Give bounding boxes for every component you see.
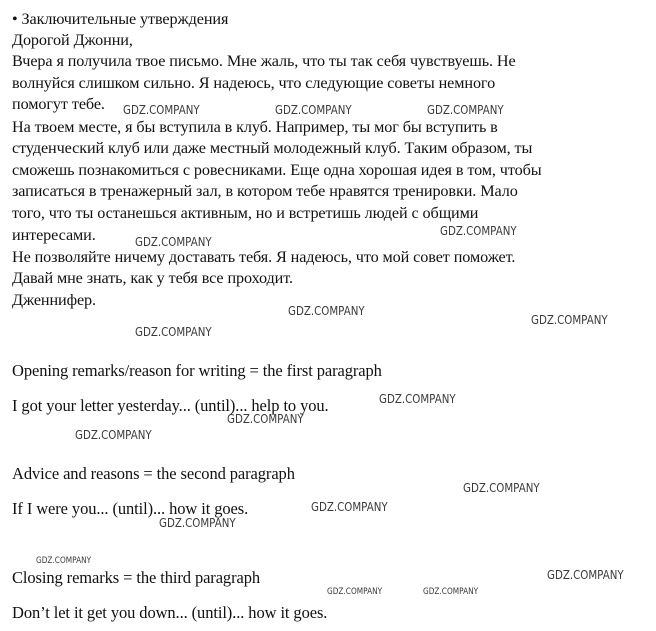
watermark: GDZ.COMPANY	[275, 102, 352, 117]
section-2-title: Advice and reasons = the second paragraph	[12, 464, 295, 483]
watermark: GDZ.COMPANY	[159, 515, 236, 530]
watermark: GDZ.COMPANY	[427, 102, 504, 117]
signature: Дженнифер.	[12, 291, 97, 309]
watermark: GDZ.COMPANY	[463, 480, 540, 495]
salutation: Дорогой Джонни,	[12, 31, 133, 49]
watermark: GDZ.COMPANY	[327, 587, 383, 597]
watermark: GDZ.COMPANY	[547, 567, 624, 582]
watermark: GDZ.COMPANY	[36, 556, 92, 566]
section-3-example: Don’t let it get you down... (until)... how it goes.	[12, 603, 328, 622]
text-line: волнуйся слишком сильно. Я надеюсь, что следующие советы немного	[12, 74, 496, 92]
watermark: GDZ.COMPANY	[135, 324, 212, 339]
text-line: Не позволяйте ничему доставать тебя. Я надеюсь, что мой совет поможет.	[12, 248, 516, 266]
text-line: На твоем месте, я бы вступила в клуб. Например, ты мог бы вступить в	[12, 118, 498, 136]
watermark: GDZ.COMPANY	[311, 499, 388, 514]
watermark: GDZ.COMPANY	[75, 427, 152, 442]
text-line: интересами.	[12, 226, 96, 244]
section-2-example: If I were you... (until)... how it goes.	[12, 499, 249, 518]
section-1-title: Opening remarks/reason for writing = the first paragraph	[12, 361, 382, 380]
watermark: GDZ.COMPANY	[379, 391, 456, 406]
text-line: Давай мне знать, как у тебя все проходит.	[12, 269, 293, 287]
watermark: GDZ.COMPANY	[135, 234, 212, 249]
section-1-example: I got your letter yesterday... (until)... help to you.	[12, 396, 329, 415]
text-line: сможешь познакомиться с ровесниками. Еще одна хорошая идея в том, чтобы	[12, 161, 542, 179]
watermark: GDZ.COMPANY	[288, 303, 365, 318]
watermark: GDZ.COMPANY	[227, 411, 304, 426]
text-line: записаться в тренажерный зал, в котором тебе нравятся тренировки. Мало	[12, 182, 518, 200]
watermark: GDZ.COMPANY	[423, 587, 479, 597]
text-line: Вчера я получила твое письмо. Мне жаль, что ты так себя чувствуешь. Не	[12, 52, 516, 70]
section-3-title: Closing remarks = the third paragraph	[12, 568, 260, 587]
text-line: студенческий клуб или даже местный молодежный клуб. Таким образом, ты	[12, 139, 533, 157]
watermark: GDZ.COMPANY	[440, 223, 517, 238]
watermark: GDZ.COMPANY	[123, 102, 200, 117]
text-line: помогут тебе.	[12, 95, 105, 113]
watermark: GDZ.COMPANY	[531, 312, 608, 327]
heading: • Заключительные утверждения	[12, 10, 229, 28]
text-line: того, что ты останешься активным, но и встретишь людей с общими	[12, 204, 479, 222]
